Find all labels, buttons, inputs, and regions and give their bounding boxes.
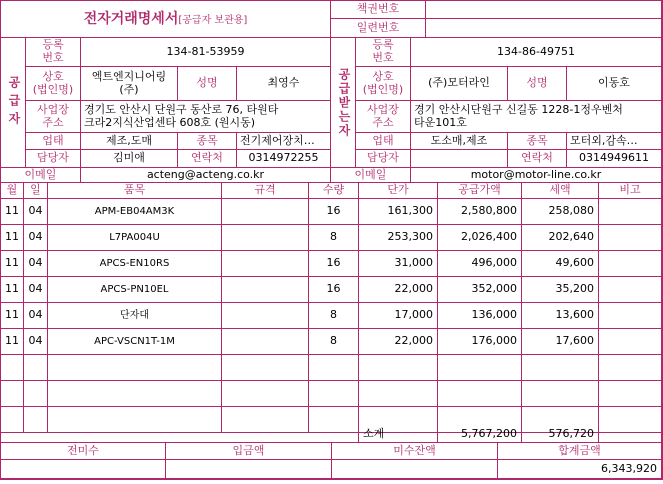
cell-note [599, 199, 662, 225]
cell-item: APC-VSCN1T-1M [48, 329, 222, 355]
cell-month [1, 355, 24, 381]
cell-price [359, 381, 438, 407]
cell-day: 04 [24, 225, 48, 251]
cell-price: 253,300 [359, 225, 438, 251]
receiver-company-label: 상호 (법인명) [356, 67, 411, 101]
receiver-manager-label: 담당자 [356, 150, 411, 168]
supplier-company-label: 상호 (법인명) [26, 67, 81, 101]
supplier-name-label: 성명 [178, 67, 237, 101]
supplier-biz-item: 전기제어장치… [237, 133, 331, 150]
cell-month: 11 [1, 329, 24, 355]
cell-item: APM-EB04AM3K [48, 199, 222, 225]
unpaid-value [1, 460, 166, 479]
cell-spec [222, 381, 309, 407]
cell-qty [309, 381, 359, 407]
cell-supply: 352,000 [438, 277, 522, 303]
receiver-company: (주)모터라인 [411, 67, 508, 101]
cell-supply: 496,000 [438, 251, 522, 277]
balance-label: 미수잔액 [332, 443, 498, 460]
cell-day: 04 [24, 329, 48, 355]
cell-note [599, 225, 662, 251]
subtotal-label: 소계 [359, 427, 438, 443]
receiver-biz-type-label: 업태 [356, 133, 411, 150]
total-label: 합계금액 [498, 443, 662, 460]
cell-day [24, 355, 48, 381]
cell-price: 161,300 [359, 199, 438, 225]
cell-item: APCS-EN10RS [48, 251, 222, 277]
title-cell [1, 1, 331, 38]
receiver-manager [411, 150, 508, 168]
supplier-biz-type: 제조,도매 [81, 133, 178, 150]
cell-supply [438, 355, 522, 381]
col-item: 품목 [48, 183, 222, 199]
cell-qty: 8 [309, 225, 359, 251]
cell-item: L7PA004U [48, 225, 222, 251]
cell-qty [309, 355, 359, 381]
cell-qty: 8 [309, 329, 359, 355]
col-spec: 규격 [222, 183, 309, 199]
cell-item: 단자대 [48, 303, 222, 329]
cell-item [48, 355, 222, 381]
receiver-biz-item: 모터외,감속… [567, 133, 662, 150]
cell-supply: 2,580,800 [438, 199, 522, 225]
cell-price: 22,000 [359, 329, 438, 355]
cell-spec [222, 303, 309, 329]
cell-day: 04 [24, 199, 48, 225]
cell-spec [222, 355, 309, 381]
supplier-address-label: 사업장 주소 [26, 101, 81, 133]
receiver-contact: 0314949611 [567, 150, 662, 168]
cell-qty: 16 [309, 277, 359, 303]
cell-qty: 8 [309, 303, 359, 329]
cell-tax [522, 355, 599, 381]
receiver-email: motor@motor-line.co.kr [411, 168, 662, 183]
cell-supply: 2,026,400 [438, 225, 522, 251]
unpaid-label: 전미수 [1, 443, 166, 460]
receiver-biz-item-label: 종목 [508, 133, 567, 150]
cell-price: 17,000 [359, 303, 438, 329]
cell-tax: 17,600 [522, 329, 599, 355]
receiver-contact-label: 연락처 [508, 150, 567, 168]
cell-spec [222, 329, 309, 355]
balance-value [332, 460, 498, 479]
receiver-name: 이동호 [567, 67, 662, 101]
supplier-contact-label: 연락처 [178, 150, 237, 168]
cell-tax: 35,200 [522, 277, 599, 303]
cell-spec [222, 251, 309, 277]
cell-price: 22,000 [359, 277, 438, 303]
cell-price [359, 355, 438, 381]
supplier-reg-no: 134-81-53959 [81, 38, 331, 67]
supplier-biz-type-label: 업태 [26, 133, 81, 150]
receiver-section-label: 공급받는자 [331, 38, 356, 168]
cell-month [1, 381, 24, 407]
cell-month: 11 [1, 199, 24, 225]
col-supply: 공급가액 [438, 183, 522, 199]
cell-tax: 202,640 [522, 225, 599, 251]
total-value: 6,343,920 [498, 460, 662, 479]
cell-qty: 16 [309, 251, 359, 277]
supplier-email: acteng@acteng.co.kr [81, 168, 331, 183]
cell-tax [522, 381, 599, 407]
cell-supply: 136,000 [438, 303, 522, 329]
supplier-reg-no-label: 등록 번호 [26, 38, 81, 67]
supplier-company: 엑트엔지니어링 (주) [81, 67, 178, 101]
supplier-email-label: 이메일 [1, 168, 81, 183]
supplier-address: 경기도 안산시 단원구 동산로 76, 타원타 크라2지식산업센타 608호 (원시동) [81, 101, 331, 133]
supplier-manager: 김미애 [81, 150, 178, 168]
cell-note [599, 355, 662, 381]
cell-spec [222, 225, 309, 251]
cell-note [599, 329, 662, 355]
serial-no-value [426, 19, 662, 38]
cell-note [599, 303, 662, 329]
receiver-biz-type: 도소매,제조 [411, 133, 508, 150]
col-day: 일 [24, 183, 48, 199]
subtotal-spacer [1, 427, 359, 443]
cell-month: 11 [1, 225, 24, 251]
cell-tax: 258,080 [522, 199, 599, 225]
receiver-email-label: 이메일 [331, 168, 411, 183]
col-price: 단가 [359, 183, 438, 199]
col-tax: 세액 [522, 183, 599, 199]
cell-month: 11 [1, 251, 24, 277]
cell-price: 31,000 [359, 251, 438, 277]
cell-day [24, 381, 48, 407]
cell-supply: 176,000 [438, 329, 522, 355]
supplier-manager-label: 담당자 [26, 150, 81, 168]
cell-month: 11 [1, 303, 24, 329]
cell-spec [222, 199, 309, 225]
cell-supply [438, 381, 522, 407]
supplier-name: 최영수 [237, 67, 331, 101]
receiver-address: 경기 안산시단원구 신길동 1228-1정우벤처 타운101호 [411, 101, 662, 133]
cell-day: 04 [24, 303, 48, 329]
supplier-contact: 0314972255 [237, 150, 331, 168]
cell-item: APCS-PN10EL [48, 277, 222, 303]
cell-note [599, 277, 662, 303]
cell-spec [222, 277, 309, 303]
cell-note [599, 251, 662, 277]
subtotal-tax: 576,720 [522, 427, 599, 443]
receiver-address-label: 사업장 주소 [356, 101, 411, 133]
subtotal-supply: 5,767,200 [438, 427, 522, 443]
supplier-section-label: 공급자 [1, 38, 26, 168]
cell-tax: 13,600 [522, 303, 599, 329]
serial-no-label: 일련번호 [331, 19, 426, 38]
cell-note [599, 381, 662, 407]
subtotal-note [599, 427, 662, 443]
received-value [166, 460, 332, 479]
receiver-name-label: 성명 [508, 67, 567, 101]
cell-item [48, 381, 222, 407]
receiver-reg-no: 134-86-49751 [411, 38, 662, 67]
col-month: 월 [1, 183, 24, 199]
cell-tax: 49,600 [522, 251, 599, 277]
supplier-biz-item-label: 종목 [178, 133, 237, 150]
received-label: 입금액 [166, 443, 332, 460]
cell-day: 04 [24, 251, 48, 277]
cell-qty: 16 [309, 199, 359, 225]
book-no-value [426, 1, 662, 19]
book-no-label: 책권번호 [331, 1, 426, 19]
document-title: 전자거래명세서[공급자 보관용] [83, 10, 248, 27]
receiver-reg-no-label: 등록 번호 [356, 38, 411, 67]
col-note: 비고 [599, 183, 662, 199]
col-qty: 수량 [309, 183, 359, 199]
cell-day: 04 [24, 277, 48, 303]
cell-month: 11 [1, 277, 24, 303]
